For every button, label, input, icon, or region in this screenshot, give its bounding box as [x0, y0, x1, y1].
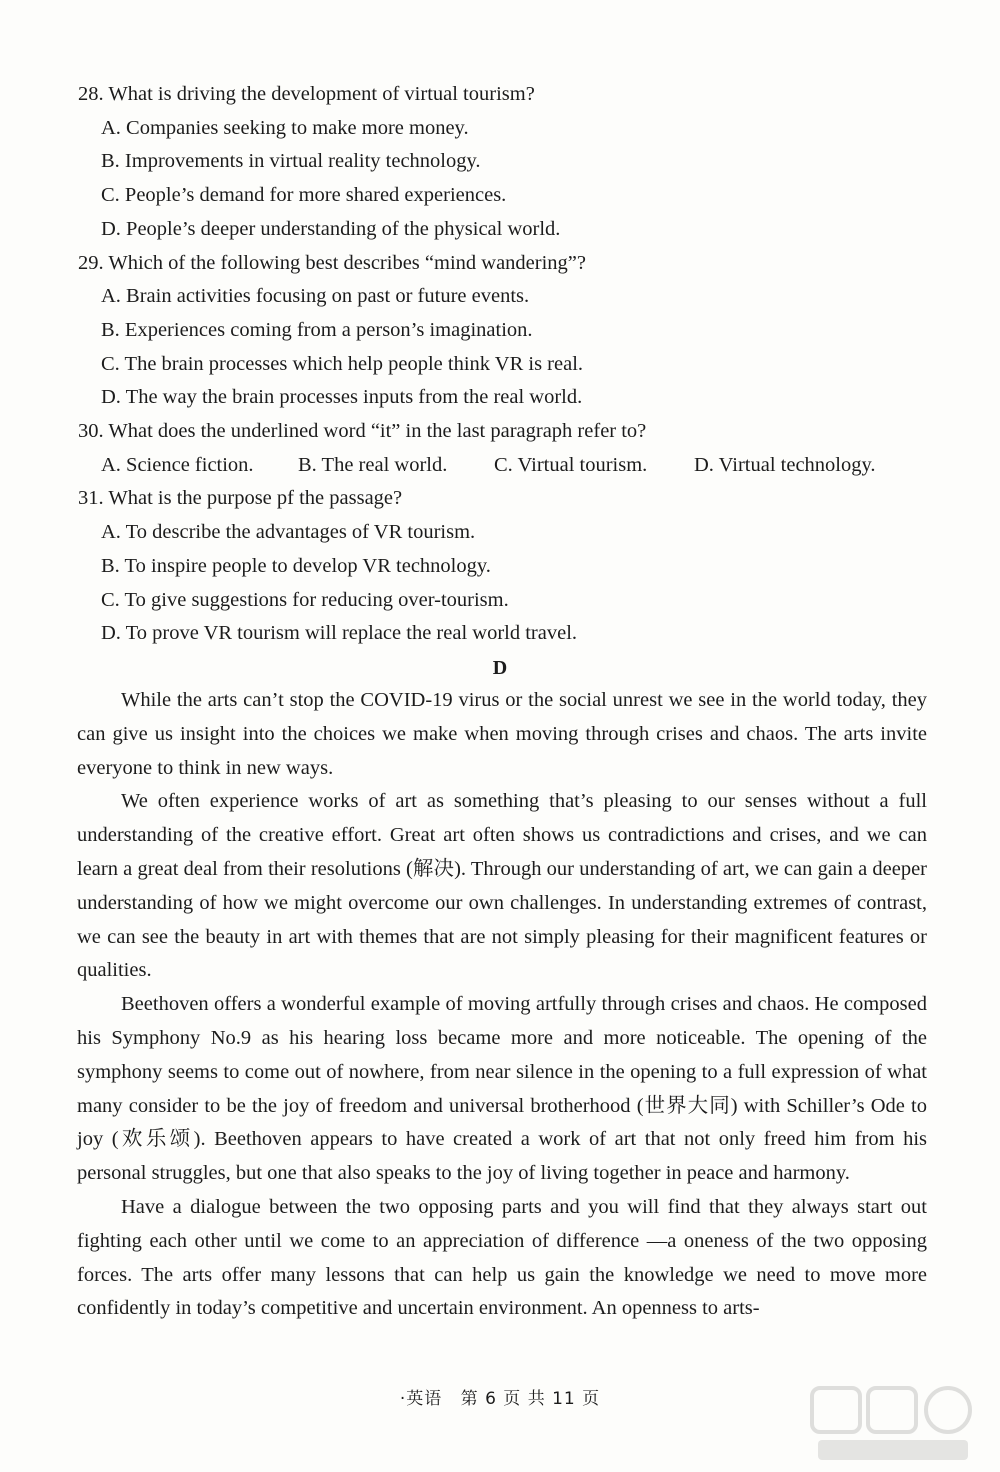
answer-option: B. Improvements in virtual reality technology. [101, 150, 481, 173]
section-title: D [492, 657, 508, 679]
answer-option-row [78, 449, 958, 483]
question-stem: 30. What does the underlined word “it” in the last paragraph refer to? [78, 420, 647, 443]
answer-option: A. Brain activities focusing on past or future events. [101, 285, 530, 308]
question-stem: 28. What is driving the development of virtual tourism? [78, 83, 535, 105]
answer-option: D. People’s deeper understanding of the physical world. [101, 217, 561, 240]
answer-option: D. The way the brain processes inputs from the real world. [101, 386, 583, 409]
answer-option: A. Companies seeking to make more money. [101, 116, 469, 139]
passage-paragraph: Beethoven offers a wonderful example of moving artfully through crises and chaos. He composed his Symphony No.9 as his hearing loss became more and more noticeable. The opening of the symphony seems to come out of nowhere, from near silence in the opening to a full expression of what many consider to be the joy of freedom and universal brotherhood (世界大同) with Schiller’s Ode to joy (欢乐颂). Beethoven appears to have created a work of art that not only freed him from his personal struggles, but one that also speaks to the joy of living together in peace and harmony. [77, 993, 927, 1185]
answer-option: C. The brain processes which help people think VR is real. [101, 352, 584, 375]
footer-subject: ·英语 [399, 1389, 443, 1409]
answer-option: D. Virtual technology. [694, 453, 876, 476]
answer-option: A. To describe the advantages of VR tourism. [101, 521, 476, 544]
question-stem: 31. What is the purpose pf the passage? [78, 487, 403, 510]
question-list [78, 78, 958, 651]
answer-option: C. People’s demand for more shared experiences. [101, 184, 507, 207]
answer-option: C. Virtual tourism. [494, 453, 648, 476]
answer-option: C. To give suggestions for reducing over-tourism. [101, 588, 509, 611]
passage-paragraph: Have a dialogue between the two opposing parts and you will find that they always start out fighting each other until we come to an appreciation of difference —a oneness of the two opposing forces. The arts offer many lessons that can help us gain the knowledge we need to move more confidently in today’s competitive and uncertain environment. An openness to arts- [77, 1195, 927, 1320]
passage-paragraph: We often experience works of art as something that’s pleasing to our senses without a full understanding of the creative effort. Great art often shows us contradictions and crises, and we can learn a great deal from their resolutions (解决). Through our understanding of art, we can gain a deeper understanding of how we might overcome our own challenges. In understanding extremes of contrast, we can see the beauty in art with themes that are not simply pleasing for their magnificent features or qualities. [77, 790, 927, 982]
watermark-logo-icon [808, 1382, 978, 1466]
answer-option: A. Science fiction. [101, 453, 254, 476]
reading-passage [77, 684, 927, 1326]
passage-paragraph: While the arts can’t stop the COVID-19 virus or the social unrest we see in the world today, they can give us insight into the choices we make when moving through crises and chaos. The arts invite everyone to think in new ways. [77, 689, 927, 779]
answer-option: D. To prove VR tourism will replace the real world travel. [101, 622, 578, 645]
footer-page-number: 第 6 页 共 11 页 [460, 1389, 601, 1409]
answer-option: B. Experiences coming from a person’s imagination. [101, 318, 533, 341]
question-stem: 29. Which of the following best describes “mind wandering”? [78, 251, 586, 274]
answer-option: B. To inspire people to develop VR technology. [101, 554, 491, 577]
answer-option: B. The real world. [298, 453, 448, 476]
